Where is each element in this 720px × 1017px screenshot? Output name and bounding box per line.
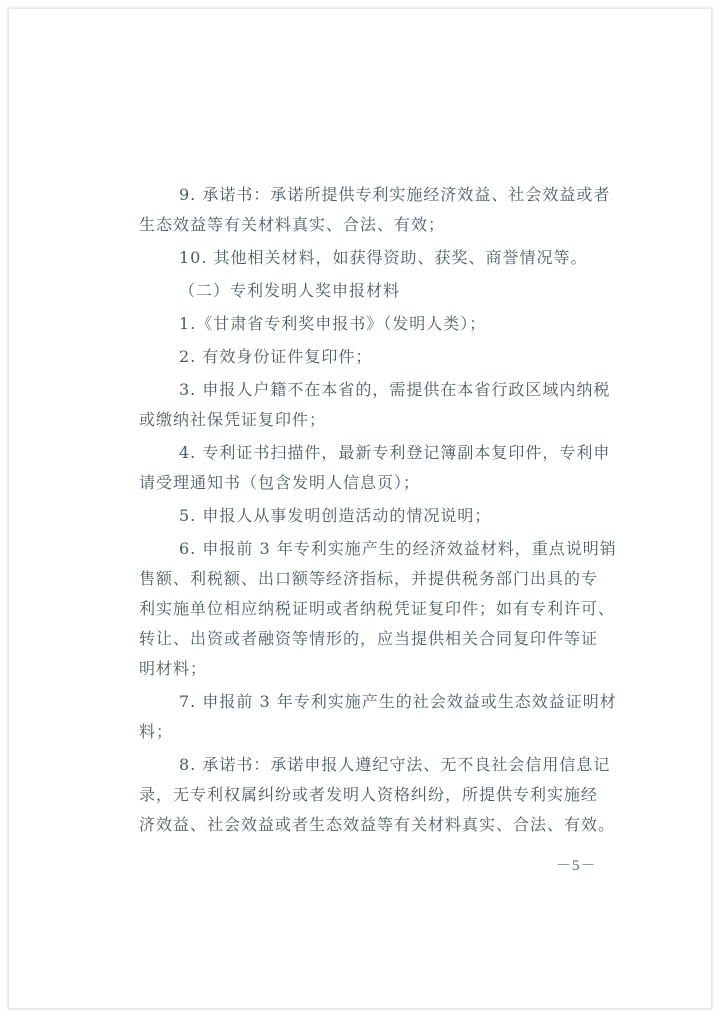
body-line: 8. 承诺书：承诺申报人遵纪守法、无不良社会信用信息记	[179, 755, 611, 774]
body-line: 请受理通知书（包含发明人信息页）；	[139, 473, 421, 492]
body-line: 4. 专利证书扫描件，最新专利登记簿副本复印件，专利申	[179, 443, 611, 462]
page-number: －5－	[556, 858, 597, 874]
body-line: 6. 申报前 3 年专利实施产生的经济效益材料，重点说明销	[179, 539, 617, 558]
body-line: 料；	[139, 722, 174, 741]
body-line: 1.《甘肃省专利奖申报书》（发明人类）；	[179, 314, 487, 333]
body-line: 10. 其他相关材料，如获得资助、获奖、商誉情况等。	[179, 248, 588, 267]
body-line: 售额、利税额、出口额等经济指标，并提供税务部门出具的专	[139, 569, 599, 588]
section-heading: （二）专利发明人奖申报材料	[179, 281, 401, 300]
body-line: 2. 有效身份证件复印件；	[179, 347, 373, 366]
body-line: 5. 申报人从事发明创造活动的情况说明；	[179, 506, 492, 525]
body-line: 利实施单位相应纳税证明或者纳税凭证复印件；如有专利许可、	[139, 599, 616, 618]
body-line: 济效益、社会效益或者生态效益等有关材料真实、合法、有效。	[139, 815, 616, 834]
body-line: 录，无专利权属纠纷或者发明人资格纠纷，所提供专利实施经	[139, 785, 599, 804]
body-line: 或缴纳社保凭证复印件；	[139, 410, 327, 429]
body-line: 3. 申报人户籍不在本省的，需提供在本省行政区域内纳税	[179, 380, 611, 399]
document-page	[8, 8, 712, 1009]
body-line: 转让、出资或者融资等情形的，应当提供相关合同复印件等证	[139, 629, 599, 648]
body-line: 生态效益等有关材料真实、合法、有效；	[139, 215, 446, 234]
body-line: 明材料；	[139, 659, 208, 678]
body-line: 7. 申报前 3 年专利实施产生的社会效益或生态效益证明材	[179, 692, 617, 711]
body-line: 9. 承诺书：承诺所提供专利实施经济效益、社会效益或者	[179, 185, 611, 204]
